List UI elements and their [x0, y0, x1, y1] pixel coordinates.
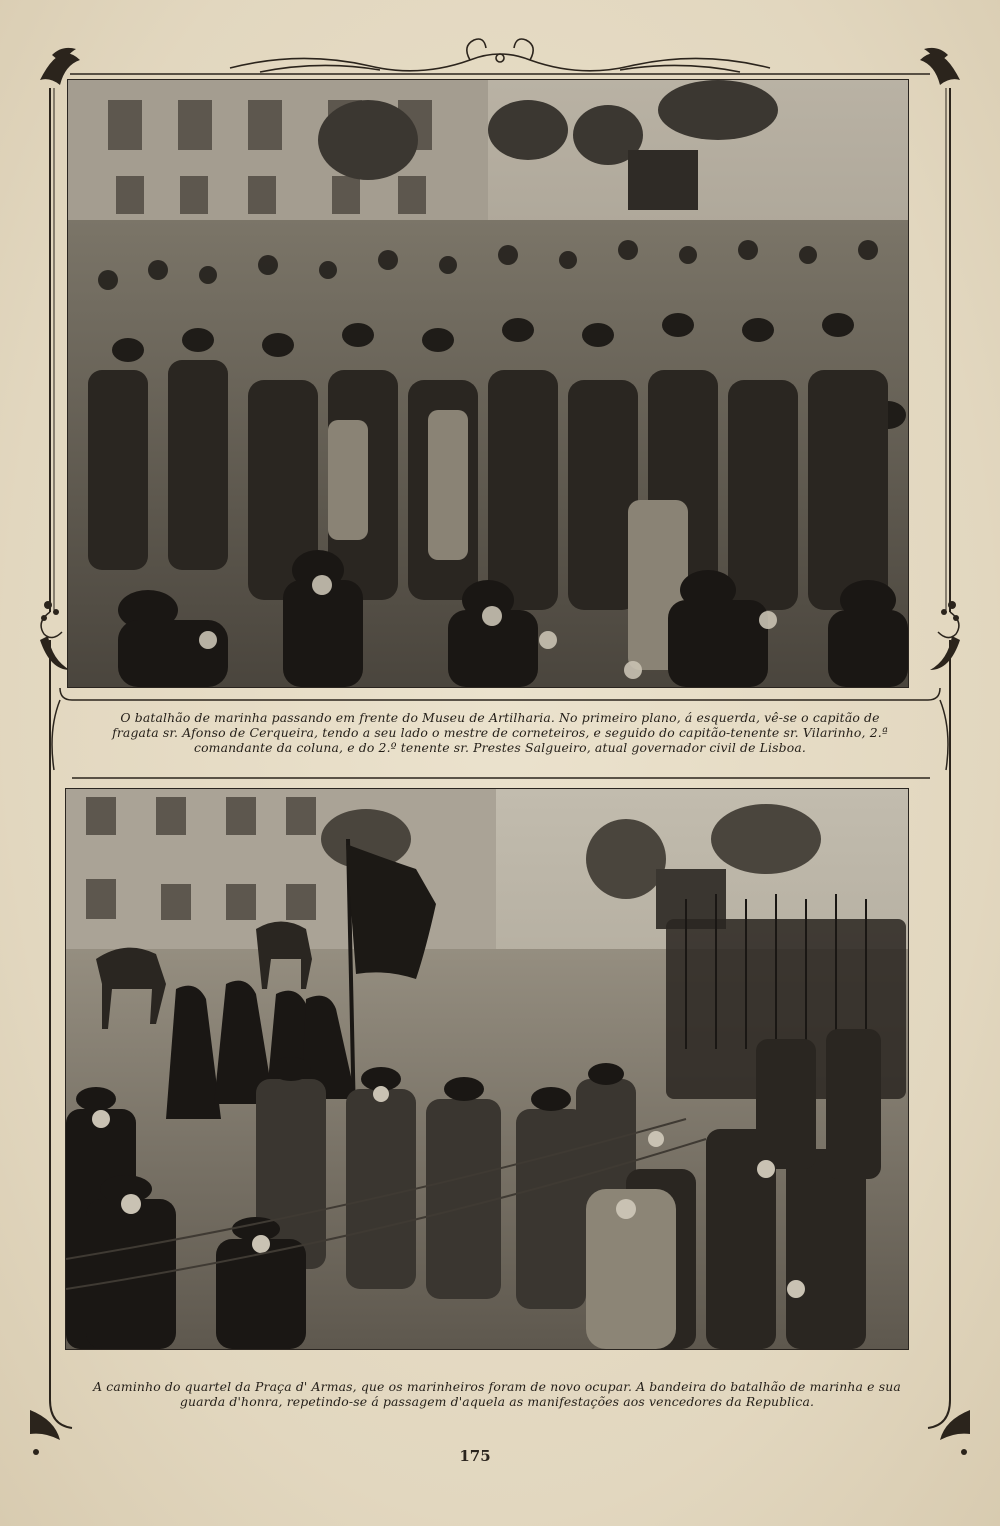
page-number: 175	[459, 1447, 491, 1465]
caption-top-photo: O batalhão de marinha passando em frente do Museu de Artilharia. No primeiro plano, á esquerda, vê-se o capitão de fragata sr. Afonso de Cerqueira, tendo a seu lado o mestre de corneteiros, e seguido do capitão-tenente sr. Vilarinho, 2.ª comandante da coluna, e do 2.º tenente sr. Prestes Salgueiro, atual governador civil de Lisboa.	[112, 710, 888, 755]
photo-flag-guard-image	[66, 789, 908, 1349]
photo-battalion-march	[68, 80, 908, 687]
caption-bottom-photo: A caminho do quartel da Praça d' Armas, que os marinheiros foram de novo ocupar. A bandeira do batalhão de marinha e sua guarda d'honra, repetindo-se á passagem d'aquela as manifestações aos vencedores da Republica.	[93, 1379, 901, 1409]
photo-flag-guard	[66, 789, 908, 1349]
top-scroll-ornament	[230, 39, 770, 72]
photo-battalion-march-image	[68, 80, 908, 687]
